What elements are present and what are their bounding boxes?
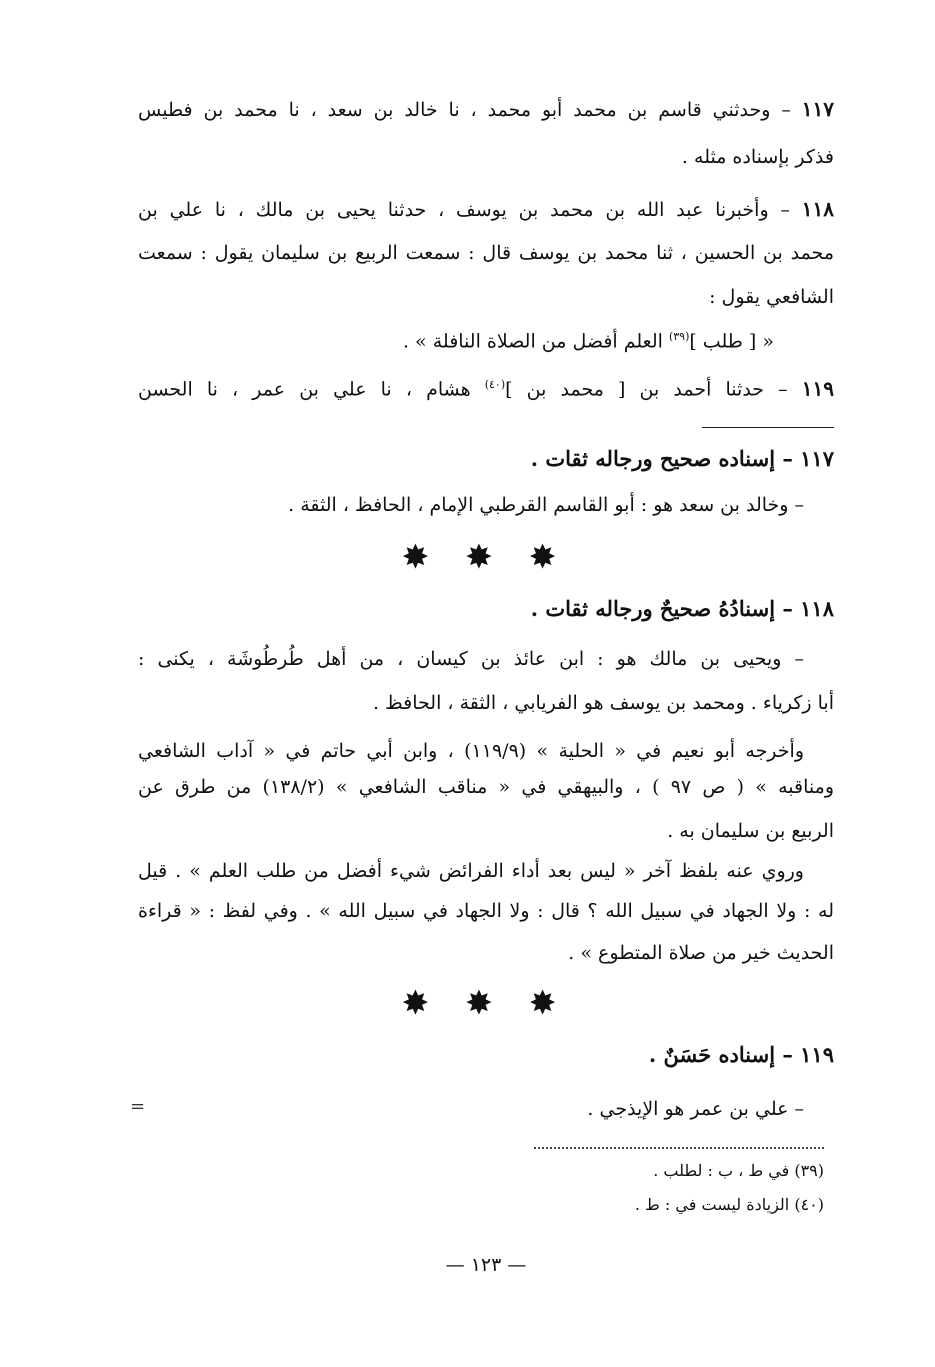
footnote-39: (٣٩) في ط ، ب : لطلب . xyxy=(653,1161,824,1180)
commentary-119-line-1: – علي بن عمر هو الإيذجي . xyxy=(587,1098,804,1120)
margin-mark: = xyxy=(130,1096,146,1117)
footnote-ref-40: (٤٠) xyxy=(484,378,506,391)
footnote-ref-39: (٣٩) xyxy=(668,330,690,343)
commentary-118-line-4: ومناقبه » ( ص ٩٧ ) ، والبيهقي في « مناقب الشافعي » (١٣٨/٢) من طرق عن xyxy=(138,776,834,798)
quote-open: « [ طلب ] xyxy=(689,330,774,353)
commentary-118-heading: ١١٨ – إسنادُهُ صحيحٌ ورجاله ثقات . xyxy=(530,596,834,621)
commentary-119-heading: ١١٩ – إسناده حَسَنٌ . xyxy=(648,1042,834,1067)
commentary-118-line-6: وروي عنه بلفظ آخر « ليس بعد أداء الفرائض شيء أفضل من طلب العلم » . قيل xyxy=(138,860,804,882)
footnote-40: (٤٠) الزيادة ليست في : ط . xyxy=(634,1195,824,1214)
separator-rule xyxy=(702,427,834,428)
item-119-part-2: هشام ، نا علي بن عمر ، نا الحسن xyxy=(138,378,485,401)
page-number: — ١٢٣ — xyxy=(445,1254,527,1276)
item-118-line-1 xyxy=(138,196,834,223)
section-divider-stars-1: ✸ ✸ ✸ xyxy=(402,540,570,575)
footnote-separator xyxy=(534,1147,824,1149)
commentary-118-line-7: له : ولا الجهاد في سبيل الله ؟ قال : ولا الجهاد في سبيل الله » . وفي لفظ : « قراءة xyxy=(138,900,834,922)
item-117-line-2: فذكر بإسناده مثله . xyxy=(681,146,834,168)
item-119-part-1: – حدثنا أحمد بن [ محمد بن ] xyxy=(505,378,788,401)
commentary-117-heading: ١١٧ – إسناده صحيح ورجاله ثقات . xyxy=(530,446,834,471)
quote-rest: العلم أفضل من الصلاة النافلة » . xyxy=(402,330,669,353)
section-divider-stars-2: ✸ ✸ ✸ xyxy=(402,986,570,1021)
item-118-quote xyxy=(138,324,774,354)
item-117-number: ١١٧ xyxy=(801,97,834,121)
commentary-118-line-5: الربيع بن سليمان به . xyxy=(667,820,834,842)
commentary-118-line-3: وأخرجه أبو نعيم في « الحلية » (١١٩/٩) ، وابن أبي حاتم في « آداب الشافعي xyxy=(138,740,804,762)
item-118-number: ١١٨ xyxy=(801,197,834,221)
commentary-117-line-1: – وخالد بن سعد هو : أبو القاسم القرطبي الإمام ، الحافظ ، الثقة . xyxy=(288,494,804,516)
item-119-number: ١١٩ xyxy=(801,376,835,401)
item-118-line-2: محمد بن الحسين ، ثنا محمد بن يوسف قال : سمعت الربيع بن سليمان يقول : سمعت xyxy=(138,242,834,264)
commentary-118-line-8: الحديث خير من صلاة المتطوع » . xyxy=(568,942,834,964)
item-117-text-1: – وحدثني قاسم بن محمد أبو محمد ، نا خالد بن سعد ، نا محمد بن فطيس xyxy=(138,99,791,121)
item-118-text-1: – وأخبرنا عبد الله بن محمد بن يوسف ، حدثنا يحيى بن مالك ، نا علي بن xyxy=(138,199,790,221)
commentary-118-line-1: – ويحيى بن مالك هو : ابن عائذ بن كيسان ، من أهل طُرطُوشَة ، يكنى : xyxy=(138,648,804,670)
commentary-118-line-2: أبا زكرياء . ومحمد بن يوسف هو الفريابي ، الثقة ، الحافظ . xyxy=(373,692,834,714)
item-119-line-1 xyxy=(138,372,834,402)
item-118-line-3: الشافعي يقول : xyxy=(709,286,834,308)
item-117-line-1 xyxy=(138,96,834,123)
